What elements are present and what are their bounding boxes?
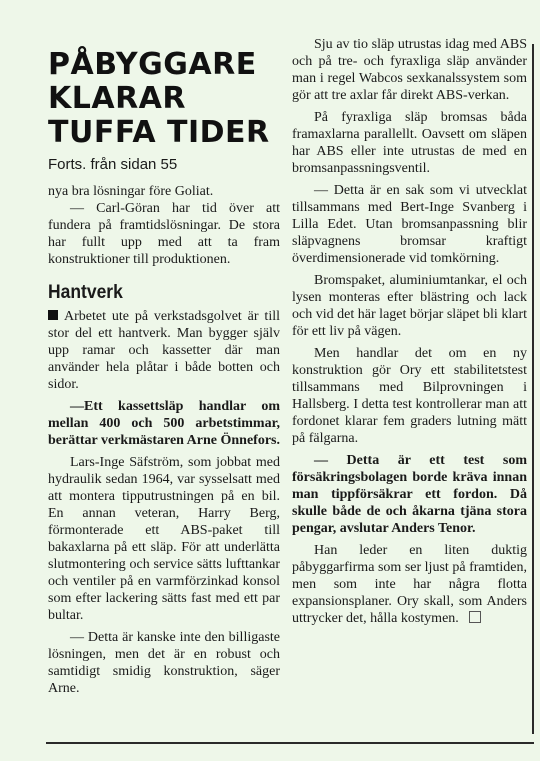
quote-paragraph: —Ett kassettsläp handlar om mellan 400 och 500 arbetstimmar, berättar verkmästaren Arne Önnefors. [48,399,280,448]
paragraph-text: Arbetet ute på verkstadsgolvet är till stor del ett hantverk. Man bygger själv upp ramar och kassetter där man använder hela plåtar i både botten och sidor. [48,309,280,392]
left-column [48,48,280,697]
paragraph [48,308,280,393]
column-rule [532,44,534,734]
paragraph: Men handlar det om en ny konstruktion gör Ory ett stabilitetstest tillsammans med Bilprovningen i Hallsberg. I detta test kontrollerar man att fordonet klarar fem graders lutning mätt på fälgarna. [292,346,527,446]
paragraph [292,542,527,627]
paragraph-text: Han leder en liten duktig påbyggarfirma som ser ljust på framtiden, men som inte har några flotta expansionsplaner. Ory skall, som Anders uttrycker det, hålla kostymen. [292,543,527,626]
paragraph: Lars-Inge Säfström, som jobbat med hydraulik sedan 1964, var sysselsatt med att montera tipputrustningen på en bil. En annan veteran, Harry Berg, förmonterade ett ABS-paket till bakaxlarna på ett släp. För att underlätta slutmontering och service sätts lufttankar och ventiler på en varmförzinkad konsol som efter lackering sätts fast med ett par bultar. [48,455,280,623]
black-square-icon [48,310,58,320]
headline [48,48,280,150]
quote-paragraph: — Detta är ett test som försäkringsbolagen borde kräva innan man tippförsäkrar ett fordon. Då skulle både de och åkarna tjäna stora pengar, avslutar Anders Tenor. [292,453,527,536]
paragraph: — Detta är kanske inte den billigaste lösningen, men det är en robust och samtidigt smidig konstruktion, säger Arne. [48,630,280,696]
paragraph: Sju av tio släp utrustas idag med ABS och på tre- och fyraxliga släp använder man i regel Wabcos sexkanalssystem som gör att tre axlar får direkt ABS-verkan. [292,37,527,103]
headline-line-2: KLARAR [48,81,186,116]
subheading: Hantverk [48,282,123,303]
headline-line-3: TUFFA TIDER [48,115,270,150]
paragraph: På fyraxliga släp bromsas båda framaxlarna parallellt. Oavsett om släpen har ABS eller inte utrustas de med en bromsanpassningsventil. [292,110,527,176]
headline-line-1: PÅBYGGARE [48,47,257,82]
end-of-article-box-icon [469,611,481,623]
continued-from-note: Forts. från sidan 55 [48,156,178,173]
right-column [292,36,527,627]
paragraph: nya bra lösningar före Goliat. [48,184,214,199]
paragraph: Bromspaket, aluminiumtankar, el och lysen monteras efter blästring och lack och vid det här laget börjar släpet bli klart för ett liv på vägen. [292,273,527,339]
paragraph: — Carl-Göran har tid över att fundera på framtidslösningar. De stora har fullt upp med att ta fram konstruktioner till produktionen. [48,201,280,267]
paragraph: — Detta är en sak som vi utvecklat tillsammans med Bert-Inge Svanberg i Lilla Edet. Utan bromsanpassning blir släpvagnens bromsar kraftigt överdimensionerade vid tomkörning. [292,183,527,266]
bottom-rule [46,742,534,744]
